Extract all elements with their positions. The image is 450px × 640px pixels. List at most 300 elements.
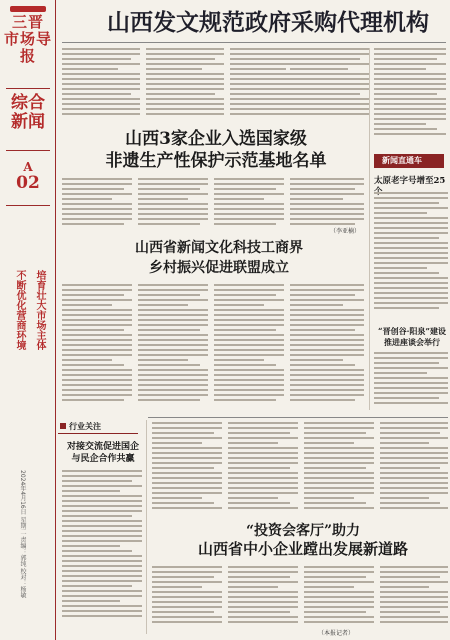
text-line <box>374 397 439 399</box>
lead-body-col-1 <box>62 48 140 122</box>
text-line <box>290 93 360 95</box>
text-line <box>374 227 448 229</box>
text-line <box>62 540 142 542</box>
text-line <box>374 387 448 389</box>
text-line <box>62 359 112 361</box>
text-line <box>214 284 284 286</box>
text-line <box>228 606 298 608</box>
text-line <box>374 392 448 394</box>
text-line <box>380 571 448 573</box>
text-line <box>138 364 200 366</box>
article-2-editor: （李亚楠） <box>330 228 361 235</box>
text-line <box>138 389 208 391</box>
text-line <box>380 581 448 583</box>
bottom-editor: （本报记者） <box>318 630 355 637</box>
text-line <box>228 437 298 439</box>
text-line <box>214 188 276 190</box>
text-line <box>374 93 437 95</box>
bottom-section-rule <box>148 417 448 418</box>
text-line <box>146 93 215 95</box>
bottom-body-top-col-2 <box>228 422 298 518</box>
text-line <box>228 427 298 429</box>
text-line <box>374 63 446 65</box>
text-line <box>138 188 200 190</box>
text-line <box>374 113 446 115</box>
newspaper-masthead <box>4 6 52 65</box>
text-line <box>62 384 132 386</box>
text-line <box>304 447 374 449</box>
text-line <box>304 566 374 568</box>
text-line <box>152 422 222 424</box>
text-line <box>146 78 224 80</box>
bottom-left-article-body <box>62 470 142 630</box>
text-line <box>374 202 439 204</box>
text-line <box>304 611 366 613</box>
text-line <box>152 432 214 434</box>
text-line <box>62 470 142 472</box>
text-line <box>290 284 364 286</box>
text-line <box>304 497 354 499</box>
bottom-body-col-2 <box>228 566 298 632</box>
news-item-2-body <box>374 352 448 410</box>
text-line <box>62 575 142 577</box>
text-line <box>138 334 208 336</box>
text-line <box>62 213 132 215</box>
text-line <box>304 427 374 429</box>
text-line <box>146 108 224 110</box>
text-line <box>152 462 222 464</box>
text-line <box>214 334 284 336</box>
text-line <box>380 422 448 424</box>
text-line <box>214 394 284 396</box>
text-line <box>374 287 448 289</box>
text-line <box>290 359 343 361</box>
article-3-body-col-3 <box>214 284 284 410</box>
text-line <box>228 482 298 484</box>
text-line <box>374 362 439 364</box>
text-line <box>62 223 124 225</box>
text-line <box>62 83 140 85</box>
text-line <box>304 482 374 484</box>
text-line <box>152 566 222 568</box>
text-line <box>374 133 446 135</box>
text-line <box>374 242 448 244</box>
text-line <box>62 324 132 326</box>
text-line <box>214 399 276 401</box>
text-line <box>152 576 214 578</box>
text-line <box>146 58 215 60</box>
text-line <box>152 606 222 608</box>
text-line <box>228 477 298 479</box>
text-line <box>138 193 208 195</box>
text-line <box>304 472 374 474</box>
text-line <box>290 374 364 376</box>
text-line <box>374 372 427 374</box>
text-line <box>138 319 208 321</box>
bottom-body-top-col-3 <box>304 422 374 518</box>
text-line <box>380 462 448 464</box>
page-number: 02 <box>16 173 40 193</box>
news-item-1-title: 太原老字号增至25 <box>374 176 446 186</box>
text-line <box>138 369 208 371</box>
text-line <box>290 314 364 316</box>
text-line <box>380 576 440 578</box>
text-line <box>374 73 446 75</box>
text-line <box>62 394 132 396</box>
text-line <box>62 203 132 205</box>
text-line <box>152 437 222 439</box>
text-line <box>62 78 140 80</box>
text-line <box>146 83 224 85</box>
text-line <box>374 78 446 80</box>
bottom-body-top-col-4 <box>380 422 448 518</box>
text-line <box>228 616 298 618</box>
text-line <box>152 492 222 494</box>
sidebar-divider <box>6 205 50 206</box>
text-line <box>62 354 132 356</box>
text-line <box>374 257 448 259</box>
text-line <box>152 581 222 583</box>
text-line <box>228 611 290 613</box>
text-line <box>138 203 208 205</box>
text-line <box>374 222 448 224</box>
text-line <box>214 364 276 366</box>
text-line <box>380 591 448 593</box>
text-line <box>214 374 284 376</box>
text-line <box>62 555 142 557</box>
text-line <box>62 68 118 70</box>
bottom-body-col-4 <box>380 566 448 632</box>
text-line <box>138 289 208 291</box>
text-line <box>228 591 298 593</box>
text-line <box>152 487 222 489</box>
text-line <box>228 621 298 623</box>
text-line <box>374 292 448 294</box>
text-line <box>290 83 370 85</box>
text-line <box>374 262 448 264</box>
text-line <box>228 447 298 449</box>
slogan-column-1: 培育壮大市场主体 <box>34 270 45 350</box>
text-line <box>62 374 132 376</box>
text-line <box>380 472 448 474</box>
edition-info: 2024年4月16日 星期二 责编：郭纯 校对：杨敏 <box>19 470 26 599</box>
text-line <box>290 53 370 55</box>
text-line <box>146 73 224 75</box>
text-line <box>152 427 222 429</box>
text-line <box>290 208 364 210</box>
text-line <box>228 452 298 454</box>
text-line <box>138 309 208 311</box>
text-line <box>214 329 276 331</box>
article-2-headline-line1: 山西3家企业入选国家级 <box>125 129 307 149</box>
text-line <box>374 48 446 50</box>
article-2-body-col-2 <box>138 178 208 230</box>
text-line <box>374 98 446 100</box>
text-line <box>138 399 200 401</box>
text-line <box>290 213 364 215</box>
text-line <box>228 472 298 474</box>
text-line <box>290 223 355 225</box>
text-line <box>138 314 208 316</box>
text-line <box>62 560 142 562</box>
text-line <box>380 586 429 588</box>
text-line <box>380 566 448 568</box>
text-line <box>374 272 439 274</box>
text-line <box>62 53 140 55</box>
text-line <box>228 581 298 583</box>
page-letter: A <box>23 160 33 174</box>
text-line <box>62 565 142 567</box>
text-line <box>228 497 278 499</box>
text-line <box>290 334 364 336</box>
text-line <box>152 601 222 603</box>
news-item-2-title: “晋创谷·阳泉”建设推进座谈会举行 <box>378 326 446 347</box>
text-line <box>374 88 446 90</box>
text-line <box>380 477 448 479</box>
article-3-headline <box>74 238 364 278</box>
text-line <box>214 309 284 311</box>
text-line <box>62 550 132 552</box>
text-line <box>380 507 448 509</box>
text-line <box>290 48 370 50</box>
text-line <box>62 580 142 582</box>
text-line <box>152 507 222 509</box>
text-line <box>146 113 224 115</box>
text-line <box>290 218 364 220</box>
text-line <box>380 492 448 494</box>
text-line <box>214 178 284 180</box>
text-line <box>152 447 222 449</box>
text-line <box>290 113 370 115</box>
text-line <box>380 601 448 603</box>
text-line <box>228 442 278 444</box>
text-line <box>290 193 364 195</box>
text-line <box>380 487 448 489</box>
text-line <box>228 432 290 434</box>
main-content <box>58 0 450 640</box>
text-line <box>304 621 374 623</box>
text-line <box>374 103 446 105</box>
text-line <box>138 324 208 326</box>
text-line <box>62 218 132 220</box>
text-line <box>304 581 374 583</box>
text-line <box>380 427 448 429</box>
text-line <box>62 319 132 321</box>
text-line <box>374 58 437 60</box>
text-line <box>152 497 202 499</box>
lead-body-col-4 <box>290 48 370 122</box>
lead-body-col-2 <box>146 48 224 122</box>
article-3-body-col-2 <box>138 284 208 410</box>
text-line <box>228 422 298 424</box>
text-line <box>62 108 140 110</box>
text-line <box>380 442 429 444</box>
article-2-body-col-1 <box>62 178 132 230</box>
slogan-column-2: 不断优化营商环境 <box>14 270 25 350</box>
text-line <box>228 487 298 489</box>
text-line <box>62 600 120 602</box>
text-line <box>228 601 298 603</box>
text-line <box>304 422 374 424</box>
text-line <box>374 377 448 379</box>
text-line <box>138 198 188 200</box>
text-line <box>62 58 131 60</box>
text-line <box>374 277 448 279</box>
bottom-left-article-title: 对接交流促进国企与民企合作共赢 <box>66 442 139 464</box>
text-line <box>214 384 284 386</box>
text-line <box>290 364 355 366</box>
text-line <box>152 467 214 469</box>
text-line <box>152 616 222 618</box>
text-line <box>290 63 370 65</box>
text-line <box>62 364 124 366</box>
text-line <box>62 304 112 306</box>
text-line <box>62 314 132 316</box>
text-line <box>374 307 439 309</box>
text-line <box>214 289 284 291</box>
text-line <box>62 595 142 597</box>
text-line <box>152 457 222 459</box>
text-line <box>62 88 140 90</box>
text-line <box>290 389 364 391</box>
text-line <box>290 329 355 331</box>
text-line <box>146 88 224 90</box>
text-line <box>62 585 132 587</box>
text-line <box>374 402 448 404</box>
text-line <box>304 616 374 618</box>
text-line <box>290 304 343 306</box>
text-line <box>214 223 276 225</box>
text-line <box>290 198 343 200</box>
text-line <box>214 369 284 371</box>
text-line <box>214 314 284 316</box>
text-line <box>374 197 448 199</box>
text-line <box>304 462 374 464</box>
section-name-line2: 新闻 <box>11 112 45 132</box>
text-line <box>290 289 364 291</box>
text-line <box>146 48 224 50</box>
text-line <box>380 606 448 608</box>
text-line <box>290 78 370 80</box>
text-line <box>152 482 222 484</box>
text-line <box>374 367 448 369</box>
text-line <box>62 339 132 341</box>
text-line <box>290 178 364 180</box>
text-line <box>380 457 448 459</box>
text-line <box>138 354 208 356</box>
text-line <box>62 530 142 532</box>
text-line <box>290 394 364 396</box>
text-line <box>290 319 364 321</box>
text-line <box>230 93 299 95</box>
text-line <box>62 188 124 190</box>
text-line <box>62 289 132 291</box>
text-line <box>152 502 214 504</box>
text-line <box>152 442 202 444</box>
text-line <box>62 525 142 527</box>
text-line <box>214 294 276 296</box>
text-line <box>290 294 355 296</box>
text-line <box>374 118 446 120</box>
text-line <box>62 510 142 512</box>
page-number-badge <box>11 160 45 193</box>
lead-headline: 山西发文规范政府采购代理机构 <box>107 9 429 36</box>
text-line <box>304 457 374 459</box>
article-3-body-col-1 <box>62 284 132 410</box>
text-line <box>374 297 448 299</box>
text-line <box>380 596 448 598</box>
text-line <box>374 382 448 384</box>
text-line <box>374 108 446 110</box>
text-line <box>146 68 202 70</box>
text-line <box>290 349 364 351</box>
text-line <box>62 485 142 487</box>
text-line <box>146 98 224 100</box>
text-line <box>304 467 366 469</box>
bottom-body-col-3 <box>304 566 374 632</box>
article-2-body-col-4 <box>290 178 364 230</box>
text-line <box>214 193 284 195</box>
text-line <box>214 203 284 205</box>
text-line <box>374 267 427 269</box>
section-tag-marker-icon <box>60 423 66 429</box>
text-line <box>62 183 132 185</box>
text-line <box>374 237 439 239</box>
text-line <box>62 590 142 592</box>
text-line <box>62 605 142 607</box>
text-line <box>214 344 284 346</box>
text-line <box>214 198 264 200</box>
text-line <box>152 586 202 588</box>
lead-body-col-5 <box>374 48 446 144</box>
text-line <box>62 399 124 401</box>
text-line <box>304 452 374 454</box>
text-line <box>62 389 132 391</box>
text-line <box>228 467 290 469</box>
text-line <box>214 319 284 321</box>
text-line <box>304 442 354 444</box>
text-line <box>228 586 278 588</box>
text-line <box>304 502 366 504</box>
bottom-headline <box>158 522 448 559</box>
masthead-title-line2: 市场导报 <box>4 30 53 65</box>
text-line <box>138 178 208 180</box>
text-line <box>214 208 284 210</box>
text-line <box>62 294 124 296</box>
text-line <box>62 113 140 115</box>
text-line <box>304 601 374 603</box>
text-line <box>380 502 440 504</box>
column-divider <box>369 48 370 410</box>
text-line <box>374 128 437 130</box>
text-line <box>138 349 208 351</box>
text-line <box>230 58 299 60</box>
text-line <box>152 611 214 613</box>
text-line <box>62 505 142 507</box>
text-line <box>214 324 284 326</box>
text-line <box>374 232 448 234</box>
text-line <box>62 208 132 210</box>
text-line <box>62 515 132 517</box>
text-line <box>380 611 440 613</box>
text-line <box>138 379 208 381</box>
text-line <box>304 437 374 439</box>
text-line <box>152 571 222 573</box>
text-line <box>228 566 298 568</box>
text-line <box>230 68 286 70</box>
text-line <box>62 73 140 75</box>
sidebar-divider <box>6 150 50 151</box>
